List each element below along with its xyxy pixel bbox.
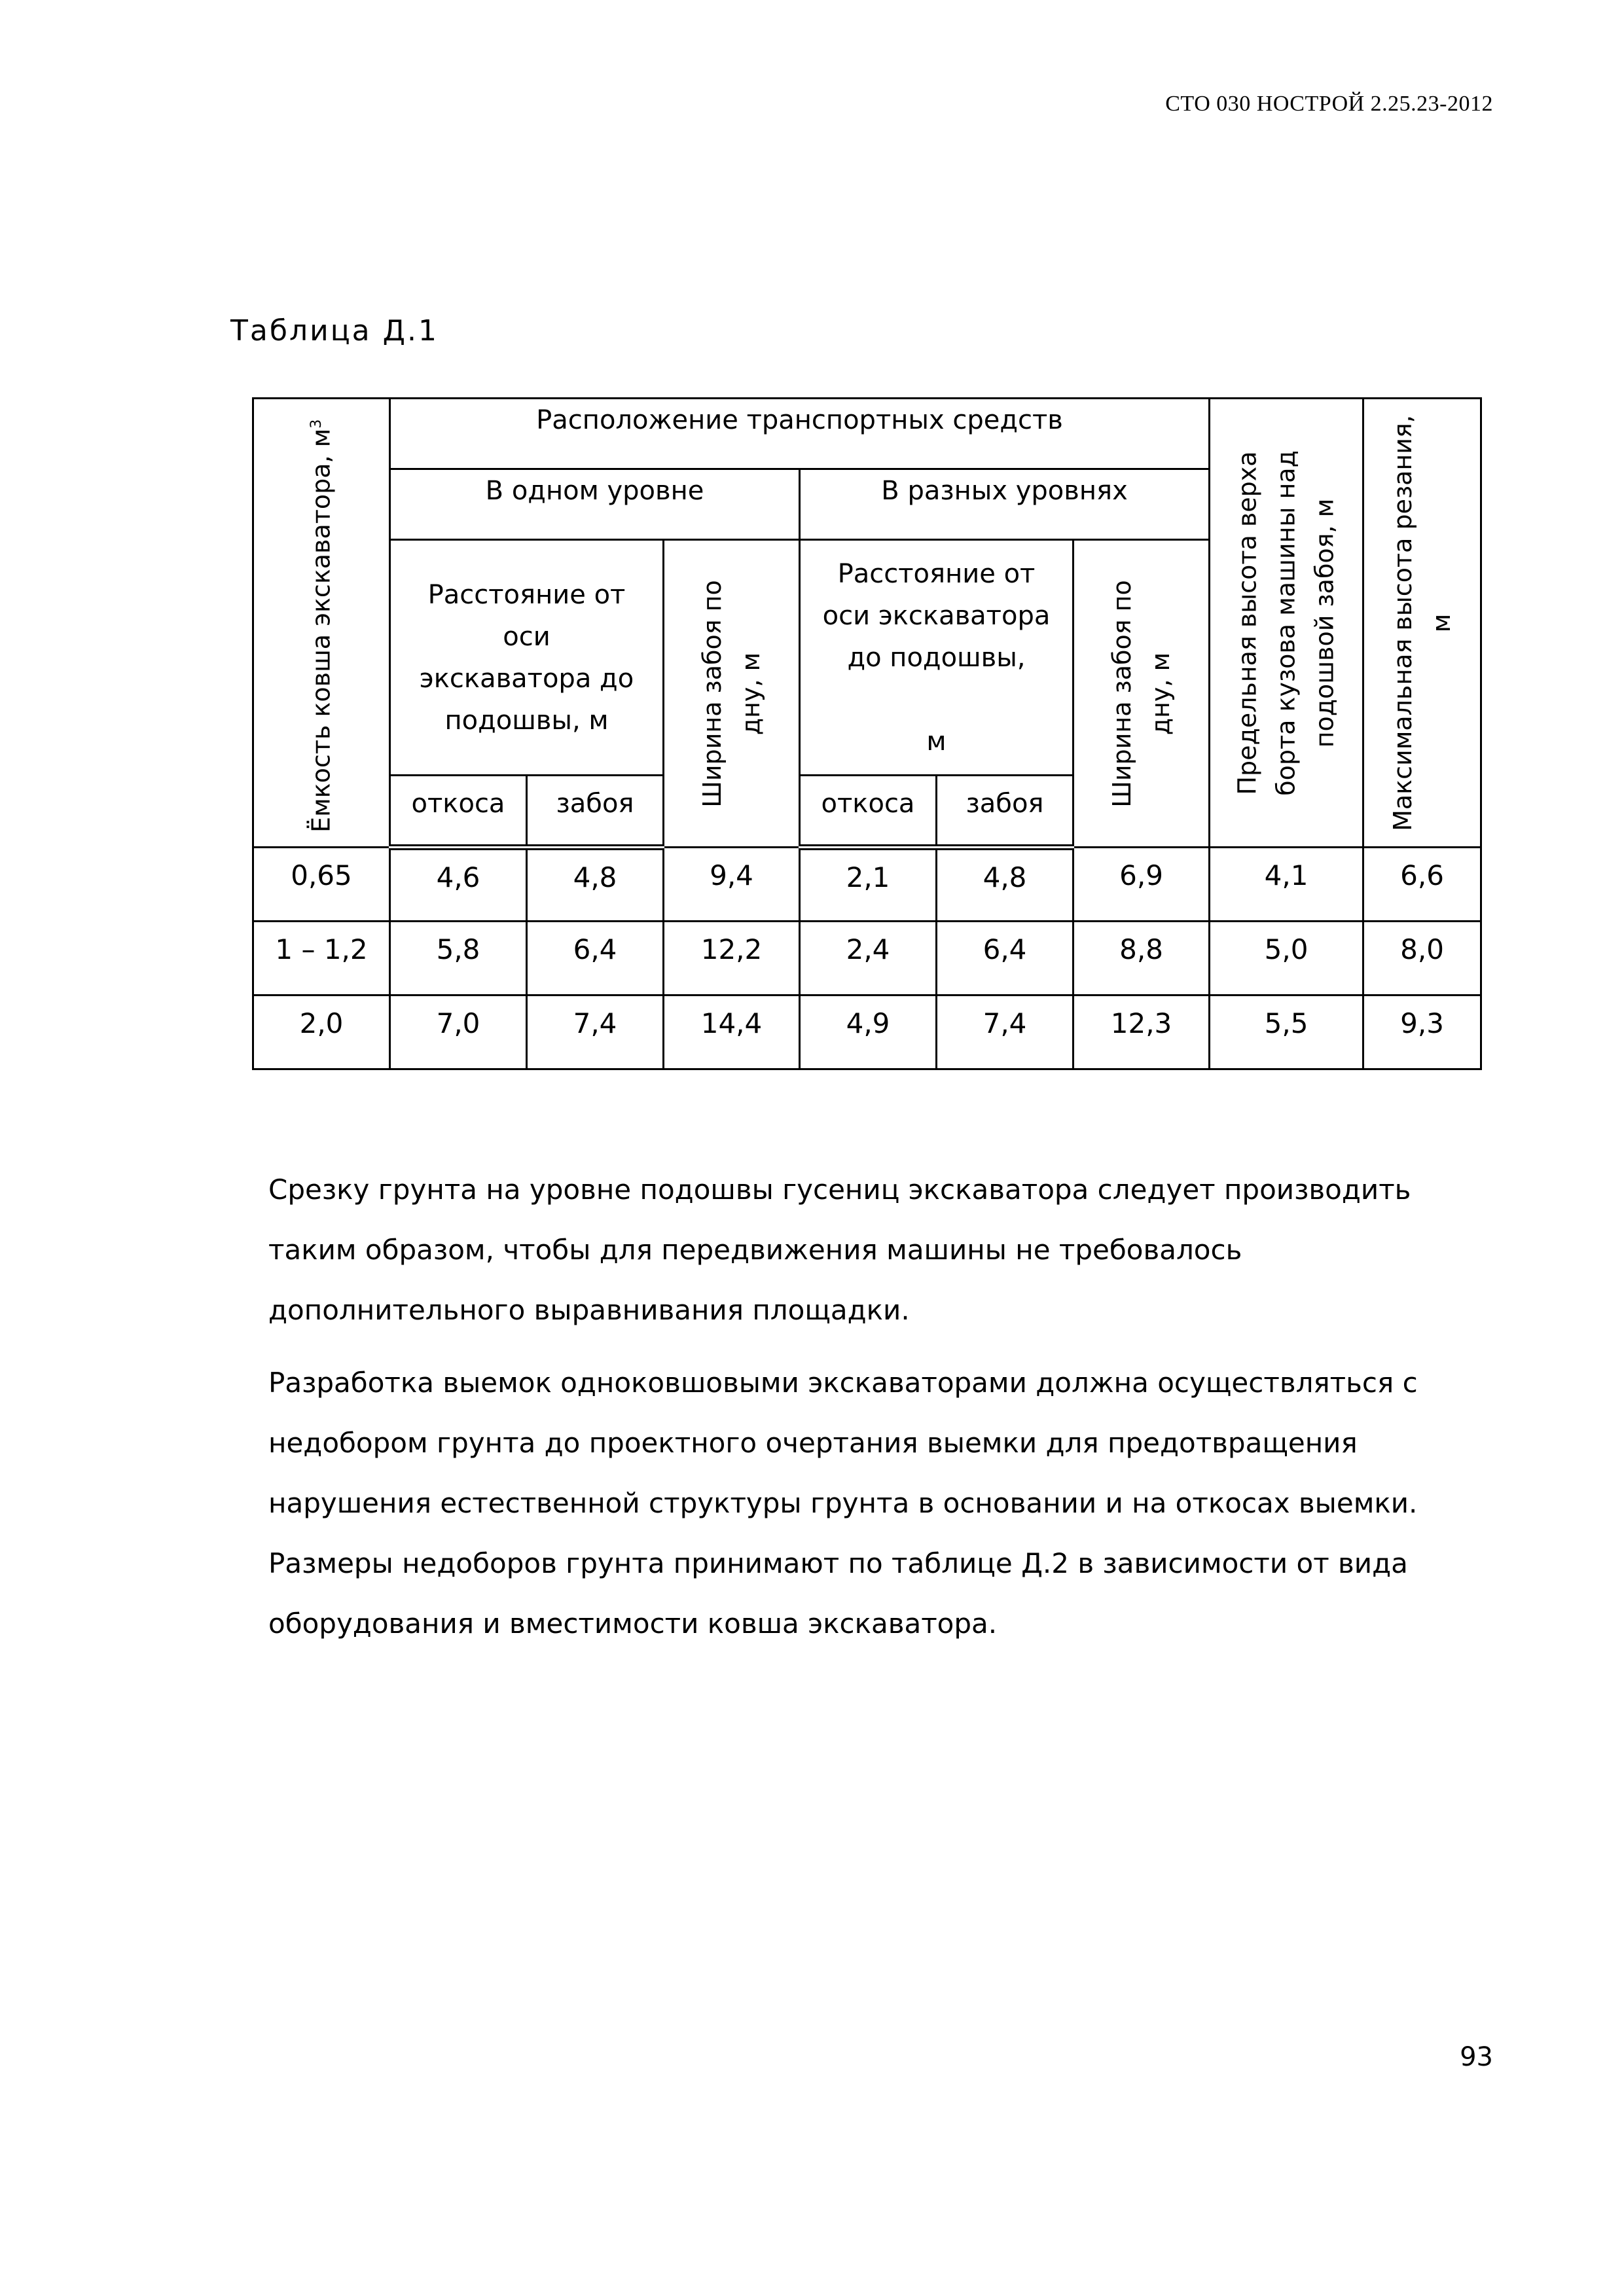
table-cell: 6,6: [1363, 848, 1481, 922]
page-number: 93: [1460, 2042, 1493, 2072]
table-cell: 8,8: [1074, 922, 1210, 996]
table-cell: 4,9: [800, 996, 937, 1069]
table-cell: 4,8: [527, 848, 664, 922]
document-code: СТО 030 НОСТРОЙ 2.25.23-2012: [1165, 92, 1493, 116]
header-same-level: В одном уровне: [390, 469, 800, 540]
table-row: [253, 996, 1481, 1069]
table-row: [253, 922, 1481, 996]
table-cell: 2,0: [253, 996, 390, 1069]
table-caption: Таблица Д.1: [230, 314, 439, 348]
header-face-different: забоя: [937, 776, 1074, 848]
table-cell: 6,4: [527, 922, 664, 996]
paragraph-ground-cut: Срезку грунта на уровне подошвы гусениц экскаватора следует производить таким образом, чтобы для передвижения машины не требовалось дополнительного выравнивания площадки.: [268, 1174, 1411, 1326]
table-cell: 4,1: [1210, 848, 1363, 922]
table-cell: 5,0: [1210, 922, 1363, 996]
table-cell: 8,0: [1363, 922, 1481, 996]
table-cell: 12,2: [664, 922, 800, 996]
table-cell: 7,0: [390, 996, 527, 1069]
table-cell: 6,9: [1074, 848, 1210, 922]
header-different-levels: В разных уровнях: [800, 469, 1210, 540]
header-slope-different: откоса: [800, 776, 937, 848]
header-width-same-level: Ширина забоя по дну, м: [664, 540, 800, 848]
table-cell: 4,8: [937, 848, 1074, 922]
table-cell: 12,3: [1074, 996, 1210, 1069]
table-cell: 9,3: [1363, 996, 1481, 1069]
header-distance-same-level: Расстояние от оси экскаватора до подошвы, м: [390, 540, 664, 776]
table-cell: 4,6: [390, 848, 527, 922]
table-cell: 2,4: [800, 922, 937, 996]
header-bucket-capacity: Ёмкость ковша экскаватора, $м^3$: [253, 399, 390, 848]
table-cell: 14,4: [664, 996, 800, 1069]
excavator-table: [252, 397, 1482, 1070]
header-transport-placement: Расположение транспортных средств: [390, 399, 1210, 469]
table-cell: 9,4: [664, 848, 800, 922]
table-cell: 7,4: [527, 996, 664, 1069]
table-row: [253, 848, 1481, 922]
header-slope-same: откоса: [390, 776, 527, 848]
table-cell: 6,4: [937, 922, 1074, 996]
table-cell: 2,1: [800, 848, 937, 922]
table-cell: 7,4: [937, 996, 1074, 1069]
header-limit-height: Предельная высота верха борта кузова машины над подошвой забоя, м: [1210, 399, 1363, 848]
header-max-cutting-height: Максимальная высота резания, м: [1363, 399, 1481, 848]
table-cell: 5,8: [390, 922, 527, 996]
table-cell: 1 – 1,2: [253, 922, 390, 996]
header-distance-different-levels: Расстояние от оси экскаватора до подошвы, м: [800, 540, 1074, 776]
table-cell: 0,65: [253, 848, 390, 922]
table-cell: 5,5: [1210, 996, 1363, 1069]
header-face-same: забоя: [527, 776, 664, 848]
header-width-different-levels: Ширина забоя по дну, м: [1074, 540, 1210, 848]
paragraph-excavation-underrun: Разработка выемок одноковшовыми экскаваторами должна осуществляться с недобором грунта до проектного очертания выемки для предотвращения нарушения естественной структуры грунта в основании и на откосах выемки. Размеры недоборов грунта принимают по таблице Д.2 в зависимости от вида оборудования и вместимости ковша экскаватора.: [268, 1367, 1418, 1640]
